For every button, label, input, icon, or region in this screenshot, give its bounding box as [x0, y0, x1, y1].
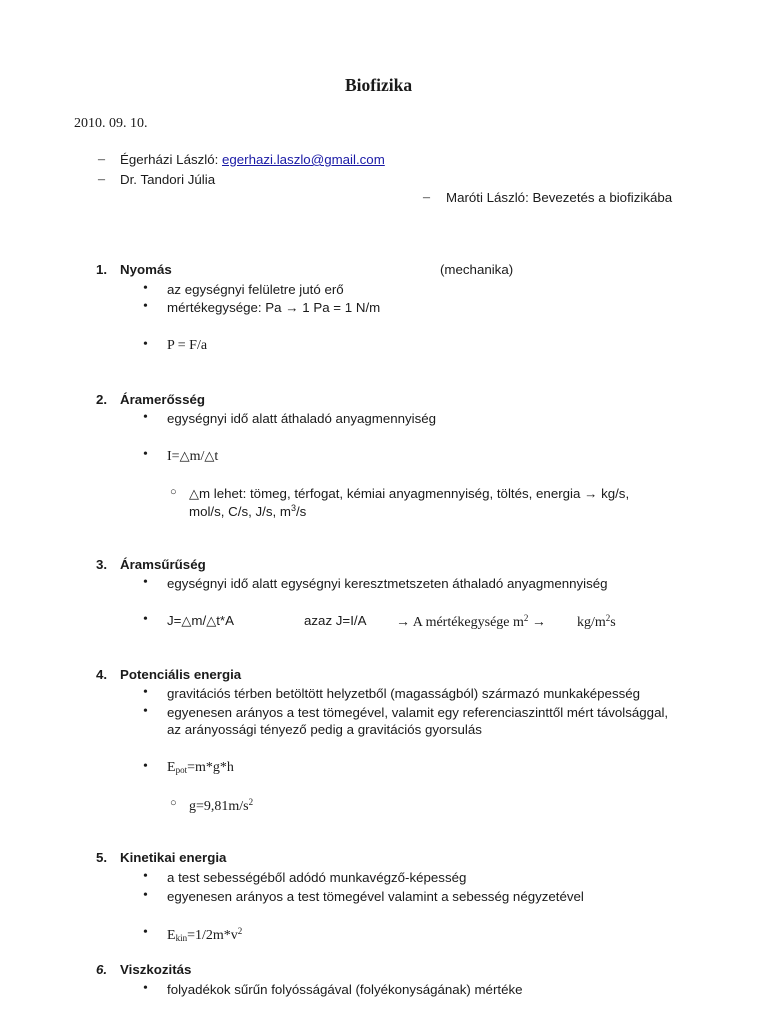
section-5-formula [167, 926, 242, 944]
contact-email-link[interactable]: egerhazi.laszlo@gmail.com [222, 152, 385, 167]
superscript: 3 [290, 503, 296, 513]
bullet-icon: • [143, 575, 148, 590]
document-date: 2010. 09. 10. [74, 116, 148, 131]
section-3-unit [577, 613, 616, 631]
formula-part: → A mértékegysége m [396, 615, 524, 630]
section-3-azaz: azaz J=I/A [304, 613, 367, 628]
section-6-number: 6. [96, 962, 108, 977]
delta-triangle-icon: △ [179, 448, 190, 463]
section-4-bullet-2-line-1: egyenesen arányos a test tömegével, valamit egy referenciaszinttől mért távolsággal, [167, 705, 669, 720]
contact-person-1 [120, 152, 385, 167]
section-2-number: 2. [96, 392, 108, 407]
contact-person-3: Maróti László: Bevezetés a biofizikába [446, 190, 673, 205]
delta-triangle-icon: △ [181, 613, 192, 628]
section-2-formula [167, 448, 218, 465]
section-3-formula [167, 613, 234, 629]
bullet-icon: • [143, 704, 148, 719]
formula-part: t*A [216, 613, 234, 628]
circle-bullet-icon: ○ [170, 797, 177, 809]
bullet-icon: • [143, 888, 148, 903]
bullet-icon: • [143, 337, 148, 352]
section-4-formula [167, 760, 234, 776]
section-4-bullet-1: gravitációs térben betöltött helyzetből (magasságból) származó munkaképesség [167, 686, 641, 701]
formula-part: E [167, 928, 176, 943]
section-4-sub-1 [189, 797, 253, 815]
superscript: 2 [523, 613, 529, 623]
formula-part: → [531, 615, 546, 630]
bullet-icon: • [143, 869, 148, 884]
contact-person-1-name: Égerházi László: [120, 152, 222, 167]
subscript: pot [175, 765, 188, 775]
formula-part: g=9,81m/s [189, 799, 249, 814]
section-2-sub-text-1: m lehet: tömeg, térfogat, kémiai anyagmennyiség, töltés, energia → kg/s, [199, 486, 630, 501]
document-title: Biofizika [345, 75, 413, 95]
section-3-unit-arrow [396, 613, 546, 631]
subscript: kin [175, 933, 188, 943]
bullet-icon: • [143, 410, 148, 425]
bullet-icon: • [143, 981, 148, 996]
section-4-title: Potenciális energia [120, 667, 242, 682]
formula-part: J= [167, 613, 182, 628]
section-3-bullet-1: egységnyi idő alatt egységnyi keresztmetszeten áthaladó anyagmennyiség [167, 576, 608, 591]
section-1-title: Nyomás [120, 262, 172, 277]
superscript: 2 [605, 613, 611, 623]
section-2-title: Áramerősség [120, 392, 205, 407]
delta-triangle-icon: △ [189, 486, 199, 501]
section-6-bullet-1: folyadékok sűrűn folyósságával (folyékonyságának) mértéke [167, 982, 523, 997]
circle-bullet-icon: ○ [170, 486, 177, 498]
contact-person-2: Dr. Tandori Júlia [120, 172, 216, 187]
section-5-title: Kinetikai energia [120, 850, 227, 865]
section-2-sub-text-2-post: /s [295, 504, 307, 519]
section-4-bullet-2-line-2: az arányossági tényező pedig a gravitációs gyorsulás [167, 722, 482, 737]
bullet-icon: • [143, 612, 148, 627]
superscript: 2 [248, 797, 254, 807]
section-1-formula: P = F/a [167, 338, 208, 353]
bullet-icon: • [143, 925, 148, 940]
section-2-sub-text-2: mol/s, C/s, J/s, m [189, 504, 291, 519]
section-5-number: 5. [96, 850, 108, 865]
bullet-icon: • [143, 299, 148, 314]
delta-triangle-icon: △ [204, 448, 215, 463]
formula-part: =m*g*h [187, 760, 234, 775]
bullet-icon: • [143, 685, 148, 700]
contact-dash-2: – [98, 172, 105, 187]
bullet-icon: • [143, 447, 148, 462]
section-5-bullet-2: egyenesen arányos a test tömegével valamint a sebesség négyzetével [167, 889, 584, 904]
section-2-bullet-1: egységnyi idő alatt áthaladó anyagmennyiség [167, 411, 437, 426]
section-1-note: (mechanika) [440, 262, 514, 277]
formula-part: kg/m [577, 615, 606, 630]
section-3-title: Áramsűrűség [120, 557, 206, 572]
contact-dash-3: – [423, 190, 430, 205]
superscript: 2 [237, 926, 243, 936]
section-1-bullet-2: mértékegysége: Pa → 1 Pa = 1 N/m [167, 300, 381, 315]
formula-part: m/ [191, 613, 207, 628]
formula-part: =1/2m*v [187, 928, 238, 943]
formula-part: t [214, 449, 219, 464]
formula-part: I= [167, 449, 180, 464]
formula-part: s [610, 615, 616, 630]
bullet-icon: • [143, 759, 148, 774]
formula-part: m/ [189, 449, 205, 464]
section-6-title: Viszkozitás [120, 962, 192, 977]
section-1-bullet-1: az egységnyi felületre jutó erő [167, 282, 344, 297]
section-2-sub-line-1 [189, 486, 629, 502]
formula-part: E [167, 760, 176, 775]
bullet-icon: • [143, 281, 148, 296]
section-1-number: 1. [96, 262, 108, 277]
section-2-sub-line-2 [189, 503, 306, 519]
section-3-number: 3. [96, 557, 108, 572]
contact-dash-1: – [98, 152, 105, 167]
section-4-number: 4. [96, 667, 108, 682]
delta-triangle-icon: △ [206, 613, 217, 628]
section-5-bullet-1: a test sebességéből adódó munkavégző-képesség [167, 870, 467, 885]
